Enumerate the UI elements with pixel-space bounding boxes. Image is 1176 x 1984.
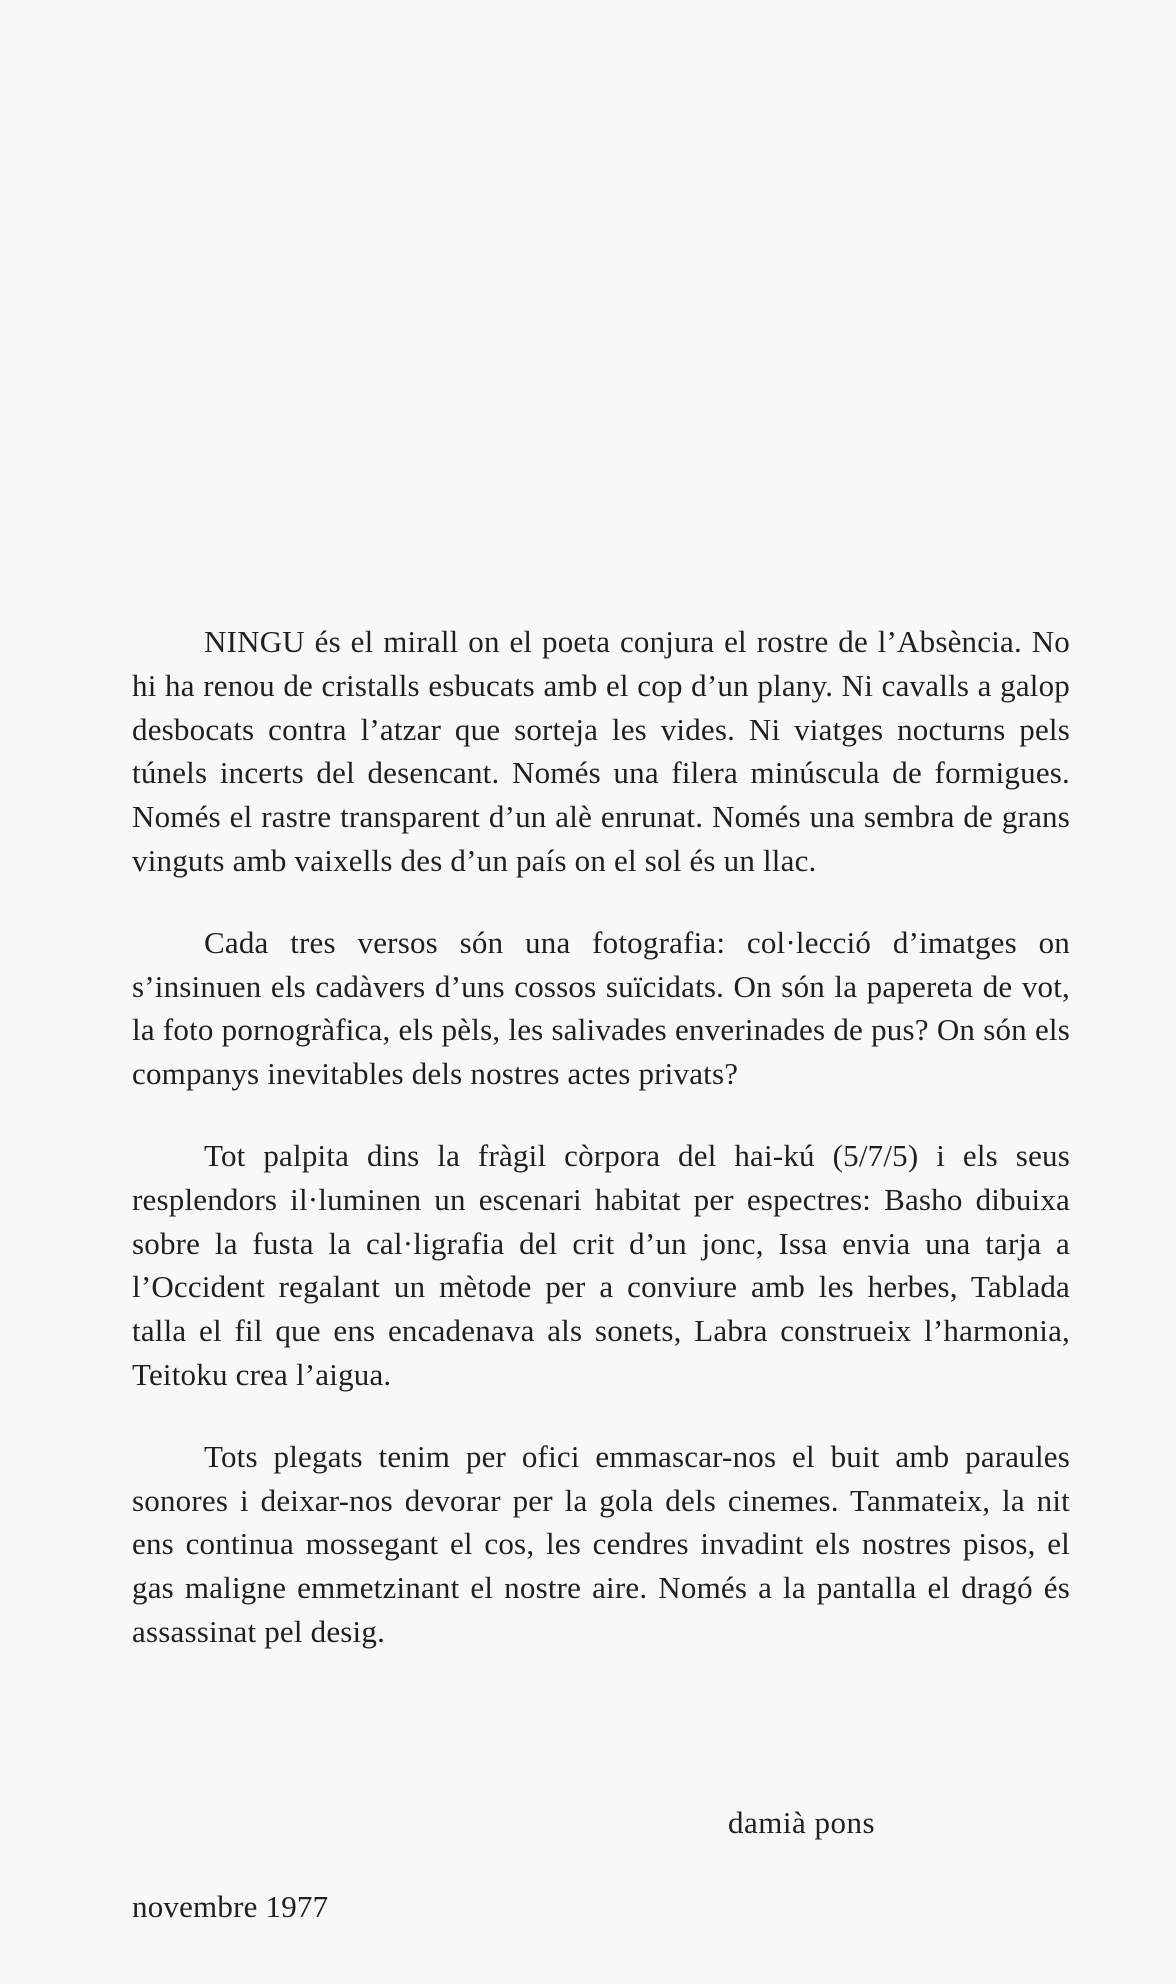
document-date: novembre 1977 [132,1889,329,1924]
paragraph-4: Tots plegats tenim per ofici emmascar-nos el buit amb paraules sonores i deixar-nos devorar per la gola dels cinemes. Tanmateix, la nit ens continua mossegant el cos, les cendres invadint els nostres pisos, el gas maligne emmetzinant el nostre aire. Només a la pantalla el dragó és assassinat pel desig. [132,1438,1070,1649]
paragraph-1: NINGU és el mirall on el poeta conjura el rostre de l’Absència. No hi ha renou de cristalls esbucats amb el cop d’un plany. Ni cavalls a galop desbocats contra l’atzar que sorteja les vides. Ni viatges nocturns pels túnels incerts del desencant. Només una filera minúscula de formigues. Només el rastre transparent d’un alè enrunat. Només una sembra de grans vinguts amb vaixells des d’un país on el sol és un llac. [132,624,1070,878]
body-text [132,620,1070,1692]
paragraph-2: Cada tres versos són una fotografia: col·lecció d’imatges on s’insinuen els cadàvers d’uns cossos suïcidats. On són la papereta de vot, la foto pornogràfica, els pèls, les salivades enverinades de pus? On són els companys inevitables dels nostres actes privats? [132,924,1070,1092]
author-signature: damià pons [728,1805,876,1840]
paragraph-3: Tot palpita dins la fràgil còrpora del hai-kú (5/7/5) i els seus resplendors il·luminen un escenari habitat per espectres: Basho dibuixa sobre la fusta la cal·ligrafia del crit d’un jonc, Issa envia una tarja a l’Occident regalant un mètode per a conviure amb les herbes, Tablada talla el fil que ens encadenava als sonets, Labra construeix l’harmonia, Teitoku crea l’aigua. [132,1137,1070,1392]
